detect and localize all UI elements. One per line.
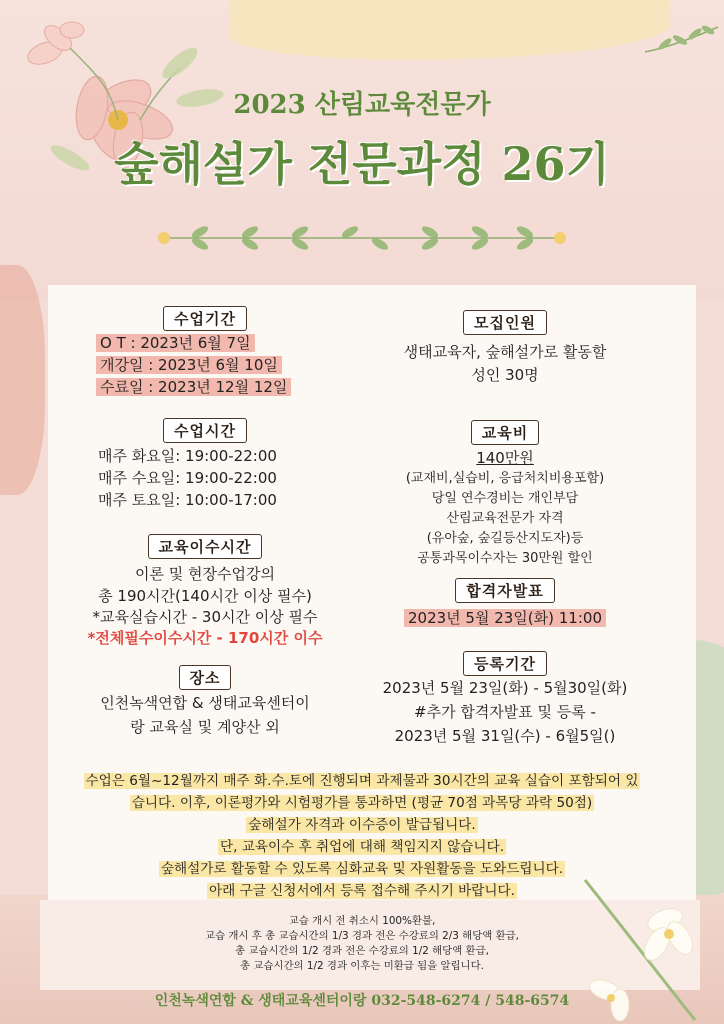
completion-heading: 교육이수시간: [80, 534, 330, 559]
announce-heading: 합격자발표: [380, 578, 630, 603]
register-line-2: #추가 합격자발표 및 등록 -: [414, 703, 596, 721]
register-line-3: 2023년 5월 31일(수) - 6월5일(): [394, 727, 616, 745]
recruit-heading: 모집인원: [380, 310, 630, 335]
decor-blob-red: [0, 265, 45, 495]
completion-required: *전체필수이수시간 - 170시간 이수: [87, 629, 323, 647]
place-heading: 장소: [80, 665, 330, 690]
fee-line-5: 공통과목이수자는 30만원 할인: [417, 551, 593, 566]
register-heading: 등록기간: [380, 651, 630, 676]
schedule-end: 수료일 : 2023년 12월 12일: [96, 377, 291, 398]
contact-info: 인천녹색연합 & 생태교육센터이랑 032-548-6274 / 548-6574: [154, 993, 570, 1009]
page-title: 숲해설가 전문과정 26기: [114, 137, 610, 191]
class-time-heading: 수업시간: [80, 418, 330, 443]
refund-policy: 교습 개시 전 취소시 100%환불, 교습 개시 후 총 교습시간의 1/3 경과 전은 수강료의 2/3 해당액 환급, 총 교습시간의 1/2 경과 전은 수강료의 1/2 해당액 환급, 총 교습시간의 1/2 경과 이후는 미환급 됨을 알립니다.: [205, 915, 519, 972]
fee-heading: 교육비: [380, 420, 630, 445]
recruit-line-2: 성인 30명: [471, 366, 539, 384]
fee-line-2: 당일 연수경비는 개인부담: [431, 491, 579, 506]
completion-line-2: 총 190시간(140시간 이상 필수): [98, 587, 312, 605]
class-time-tue: 매주 화요일: 19:00-22:00: [98, 447, 277, 465]
fee-line-3: 산림교육전문가 자격: [446, 511, 564, 526]
completion-line-3: *교육실습시간 - 30시간 이상 필수: [92, 608, 318, 626]
leaf-spray-icon: [640, 22, 720, 62]
place-line-1: 인천녹색연합 & 생태교육센터이: [100, 694, 310, 712]
announce-date: 2023년 5월 23일(화) 11:00: [370, 608, 640, 629]
page-subtitle: 2023 산림교육전문가: [233, 90, 491, 120]
fee-line-4: (유아숲, 숲길등산지도자)등: [426, 531, 584, 546]
place-line-2: 랑 교육실 및 계양산 외: [130, 718, 280, 736]
register-line-1: 2023년 5월 23일(화) - 5월30일(화): [382, 679, 628, 697]
notice-text: 수업은 6월~12월까지 매주 화.수.토에 진행되며 과제물과 30시간의 교육 실습이 포함되어 있 습니다. 이후, 이론평가와 시험평가를 통과하면 (평균 70점 과목당 과락 50점) 숲해설가 자격과 이수증이 발급됩니다. 단, 교육이수 후 취업에 대해 책임지지 않습니다. 숲해설가로 활동할 수 있도록 심화교육 및 자원활동을 도와드립니다. 아래 구글 신청서에서 등록 접수해 주시기 바랍니다.: [85, 773, 639, 899]
recruit-line-1: 생태교육자, 숲해설가로 활동할: [403, 343, 607, 361]
completion-line-1: 이론 및 현장수업강의: [135, 565, 275, 583]
schedule-start: 개강일 : 2023년 6월 10일: [96, 355, 282, 376]
class-time-wed: 매주 수요일: 19:00-22:00: [98, 469, 277, 487]
fee-line-1: (교재비,실습비, 응급처치비용포함): [405, 471, 605, 486]
class-time-sat: 매주 토요일: 10:00-17:00: [98, 491, 277, 509]
fee-amount: 140만원: [476, 449, 534, 467]
schedule-ot: O T : 2023년 6월 7일: [96, 333, 255, 354]
leaf-divider-icon: [150, 218, 574, 258]
schedule-heading: 수업기간: [80, 306, 330, 331]
